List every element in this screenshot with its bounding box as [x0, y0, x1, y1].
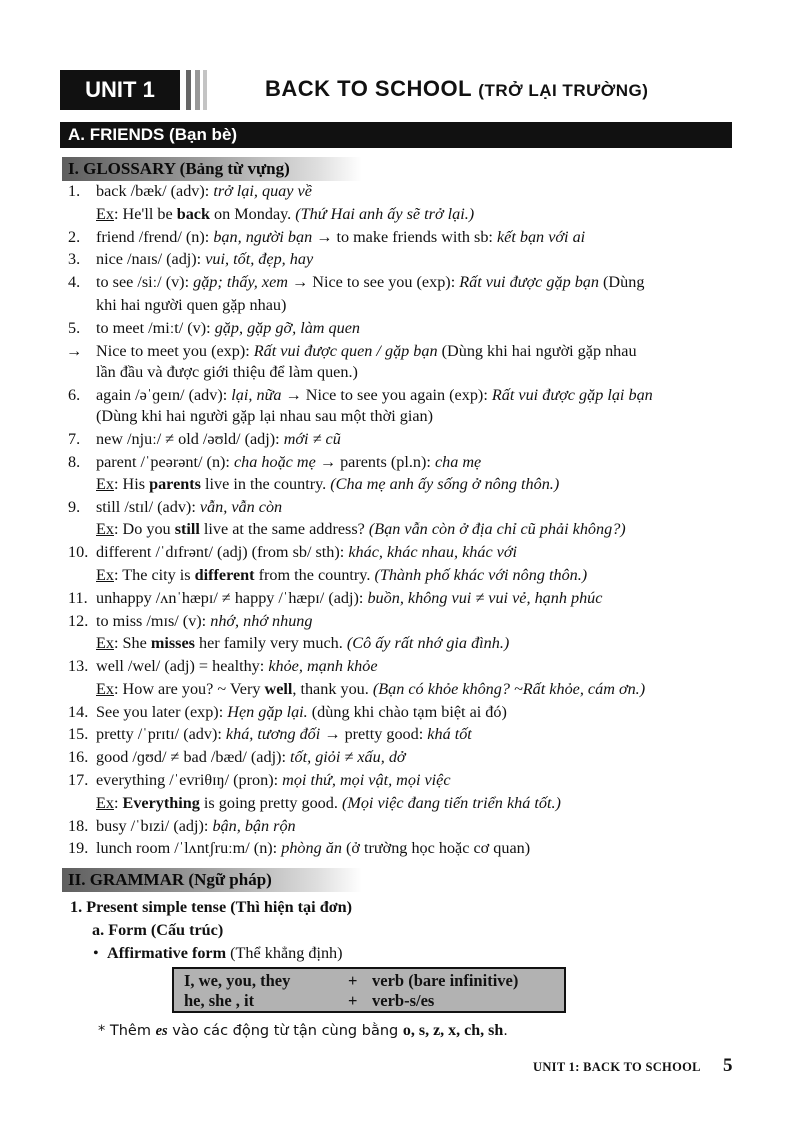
glossary-entry: busy /ˈbɪzi/ (adj): bận, bận rộn [96, 817, 296, 835]
formula-plus: + [348, 971, 358, 990]
formula-subject: I, we, you, they [184, 971, 291, 990]
glossary-entry: See you later (exp): Hẹn gặp lại. (dùng khi chào tạm biệt ai đó) [96, 703, 507, 721]
entry-number: 15. [68, 725, 89, 743]
glossary-entry: new /njuː/ ≠ old /əʊld/ (adj): mới ≠ cũ [96, 430, 341, 448]
entry-number: 11. [68, 589, 88, 607]
entry-number: 12. [68, 612, 89, 630]
glossary-entry-cont: khi hai người quen gặp nhau) [96, 296, 287, 314]
glossary-entry: back /bæk/ (adv): trở lại, quay về [96, 182, 312, 200]
glossary-entry: pretty /ˈprɪtɪ/ (adv): khá, tương đối → pretty good: khá tốt [96, 725, 472, 743]
glossary-entry: still /stɪl/ (adv): vẫn, vẫn còn [96, 498, 283, 516]
entry-number: 9. [68, 498, 81, 516]
unit-title-vi: (TRỞ LẠI TRƯỜNG) [478, 81, 649, 100]
glossary-entry: lunch room /ˈlʌntʃruːm/ (n): phòng ăn (ở trường học hoặc cơ quan) [96, 839, 531, 857]
grammar-note: * Thêm es vào các động từ tận cùng bằng o, s, z, x, ch, sh. [98, 1022, 508, 1039]
running-footer: UNIT 1: BACK TO SCHOOL [533, 1060, 701, 1074]
glossary-entry: friend /frend/ (n): bạn, người bạn → to make friends with sb: kết bạn với ai [96, 228, 586, 246]
glossary-entry: good /ɡʊd/ ≠ bad /bæd/ (adj): tốt, giỏi ≠ xấu, dở [96, 748, 406, 766]
glossary-entry: Nice to meet you (exp): Rất vui được quen / gặp bạn (Dùng khi hai người gặp nhau [96, 342, 637, 360]
entry-number: 17. [68, 771, 89, 789]
decorative-bar [195, 70, 200, 110]
entry-number: 3. [68, 250, 81, 268]
entry-number: 4. [68, 273, 81, 291]
example-line: Ex: Everything is going pretty good. (Mọi việc đang tiến triển khá tốt.) [96, 794, 561, 812]
example-line: Ex: How are you? ~ Very well, thank you. (Bạn có khỏe không? ~Rất khỏe, cám ơn.) [96, 680, 646, 698]
bullet-icon: • [93, 944, 99, 962]
glossary-entry: again /əˈɡeɪn/ (adv): lại, nữa → Nice to see you again (exp): Rất vui được gặp lại bạn [96, 386, 653, 404]
glossary-entry: well /wel/ (adj) = healthy: khỏe, mạnh khỏe [96, 657, 378, 675]
glossary-entry: to see /siː/ (v): gặp; thấy, xem → Nice to see you (exp): Rất vui được gặp bạn (Dùng [96, 273, 645, 291]
glossary-entry: parent /ˈpeərənt/ (n): cha hoặc mẹ → parents (pl.n): cha mẹ [96, 453, 482, 471]
grammar-subtopic: a. Form (Cấu trúc) [92, 921, 224, 939]
example-line: Ex: The city is different from the country. (Thành phố khác với nông thôn.) [96, 566, 588, 584]
entry-number: 10. [68, 543, 89, 561]
formula-verb: verb (bare infinitive) [372, 971, 519, 990]
entry-number: 8. [68, 453, 81, 471]
formula-box [172, 967, 566, 1013]
entry-number: 18. [68, 817, 89, 835]
entry-number: 5. [68, 319, 81, 337]
decorative-bar [203, 70, 207, 110]
entry-number: 7. [68, 430, 81, 448]
glossary-entry: nice /naɪs/ (adj): vui, tốt, đẹp, hay [96, 250, 314, 268]
grammar-form: Affirmative form (Thể khẳng định) [107, 944, 343, 962]
formula-verb: verb-s/es [372, 991, 435, 1010]
grammar-heading: II. GRAMMAR (Ngữ pháp) [62, 868, 362, 892]
entry-number: 16. [68, 748, 89, 766]
entry-number: 6. [68, 386, 81, 404]
entry-number: 19. [68, 839, 89, 857]
formula-subject: he, she , it [184, 991, 255, 1010]
unit-title-en: BACK TO SCHOOL [265, 76, 472, 101]
unit-title [265, 76, 648, 102]
glossary-entry: to meet /miːt/ (v): gặp, gặp gỡ, làm quen [96, 319, 361, 337]
glossary-entry: everything /ˈevriθɪŋ/ (pron): mọi thứ, mọi vật, mọi việc [96, 771, 451, 789]
glossary-heading: I. GLOSSARY (Bảng từ vựng) [62, 157, 362, 181]
grammar-topic: 1. Present simple tense (Thì hiện tại đơn) [70, 898, 353, 916]
page-number: 5 [723, 1055, 733, 1076]
glossary-entry: to miss /mɪs/ (v): nhớ, nhớ nhung [96, 612, 313, 630]
glossary-entry: different /ˈdɪfrənt/ (adj) (from sb/ sth): khác, khác nhau, khác với [96, 543, 517, 561]
glossary-entry-cont: (Dùng khi hai người gặp lại nhau sau một thời gian) [96, 407, 433, 425]
glossary-entry: unhappy /ʌnˈhæpɪ/ ≠ happy /ˈhæpɪ/ (adj): buồn, không vui ≠ vui vẻ, hạnh phúc [96, 589, 603, 607]
formula-plus: + [348, 991, 358, 1010]
section-a-heading: A. FRIENDS (Bạn bè) [60, 122, 732, 148]
example-line: Ex: He'll be back on Monday. (Thứ Hai anh ấy sẽ trở lại.) [96, 205, 475, 223]
glossary-entry-cont: lần đầu và được giới thiệu để làm quen.) [96, 363, 358, 381]
unit-label: UNIT 1 [60, 70, 180, 110]
example-line: Ex: His parents live in the country. (Cha mẹ anh ấy sống ở nông thôn.) [96, 475, 560, 493]
decorative-bar [186, 70, 191, 110]
example-line: Ex: Do you still live at the same address? (Bạn vẫn còn ở địa chỉ cũ phải không?) [96, 520, 626, 538]
example-line: Ex: She misses her family very much. (Cô ấy rất nhớ gia đình.) [96, 634, 510, 652]
entry-number: 1. [68, 182, 81, 200]
entry-number: 14. [68, 703, 89, 721]
entry-number: 13. [68, 657, 89, 675]
arrow-icon: → [66, 342, 83, 360]
entry-number: 2. [68, 228, 81, 246]
